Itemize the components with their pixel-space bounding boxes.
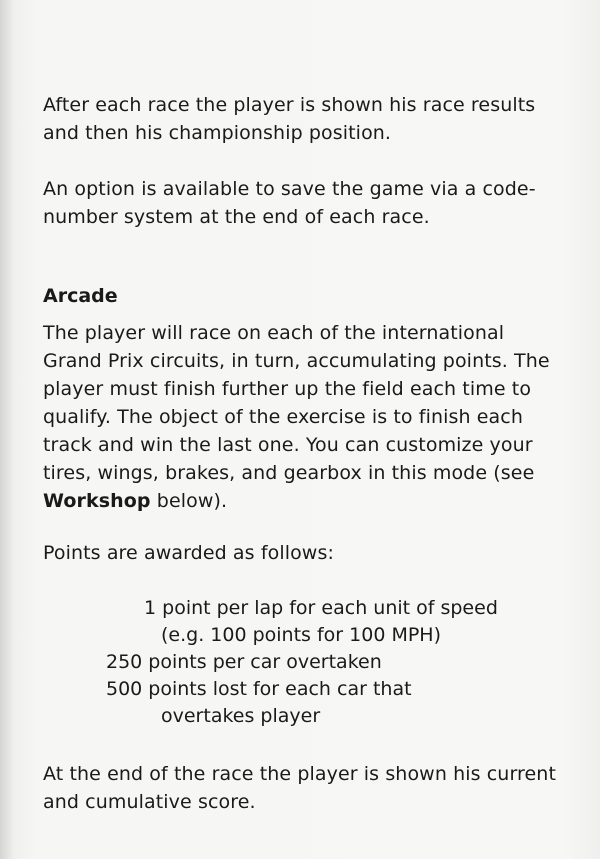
- points-intro: Points are awarded as follows:: [43, 542, 334, 564]
- points-item-speed: 1 point per lap for each unit of speed: [144, 597, 498, 619]
- workshop-reference: Workshop: [43, 490, 151, 512]
- arcade-description-text: The player will race on each of the international Grand Prix circuits, in turn, accumulating points. The player must finish further up the field each time to qualify. The object of the exercise is to finish each track and win the last one. You can customize your tires, wings, brakes, and gearbox in this mode (see: [43, 322, 550, 484]
- race-results-paragraph: After each race the player is shown his race results and then his championship position.: [43, 94, 536, 144]
- points-item-lost-continued: overtakes player: [161, 705, 321, 727]
- list-item: [43, 703, 573, 730]
- points-item-lost: 500 points lost for each car that: [106, 678, 412, 700]
- list-item: [43, 676, 573, 703]
- page-spine-shadow: [0, 0, 14, 859]
- list-item: [43, 595, 573, 622]
- arcade-heading: Arcade: [43, 285, 118, 307]
- arcade-description: [43, 319, 563, 515]
- closing-paragraph: At the end of the race the player is shown his current and cumulative score.: [43, 763, 557, 813]
- arcade-description-tail: below).: [150, 490, 228, 512]
- points-list: [43, 595, 573, 730]
- list-item: [43, 649, 573, 676]
- save-game-paragraph: An option is available to save the game via a code-number system at the end of each race.: [43, 178, 536, 228]
- points-item-example: (e.g. 100 points for 100 MPH): [161, 624, 441, 646]
- list-item: [43, 622, 573, 649]
- points-item-overtaken: 250 points per car overtaken: [106, 651, 382, 673]
